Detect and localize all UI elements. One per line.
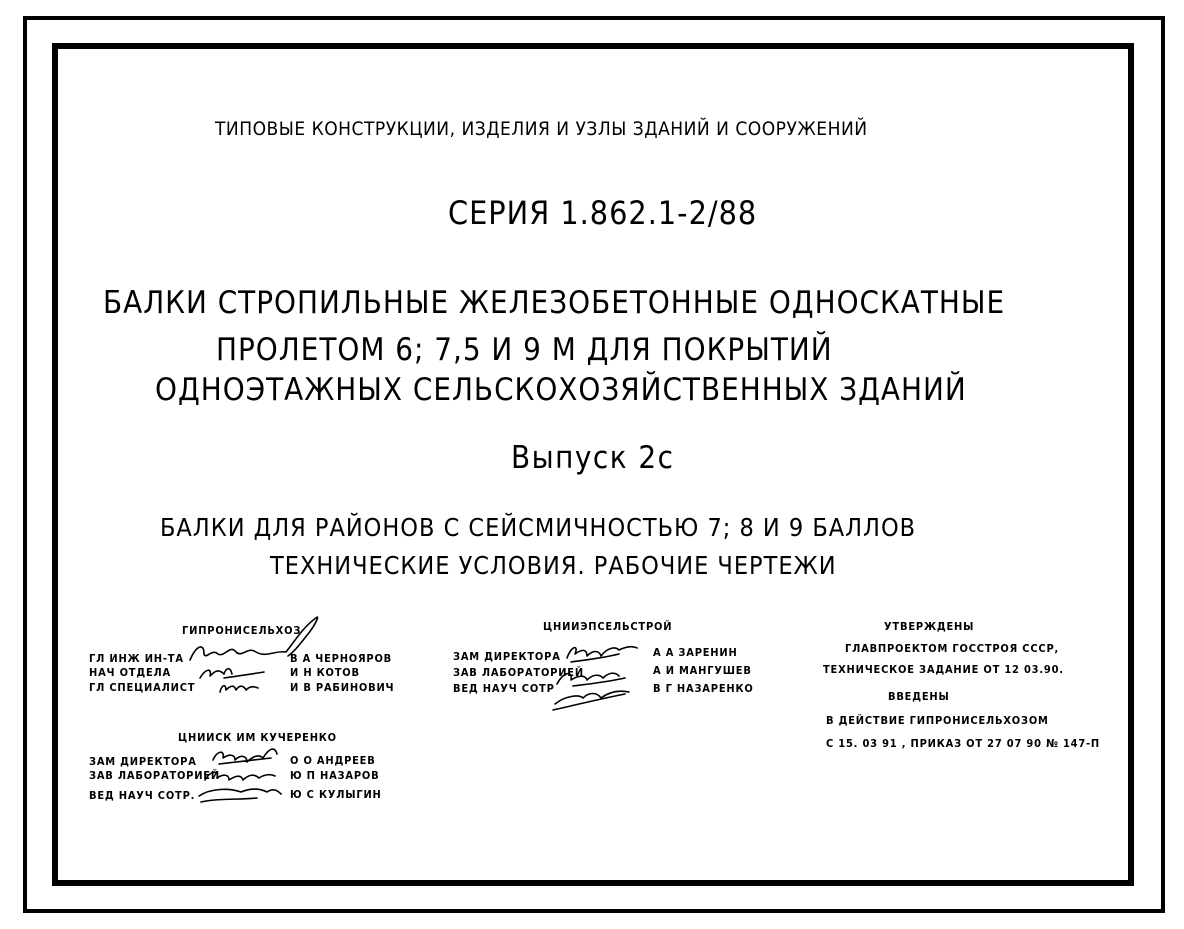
org3-role-1: ЗАМ ДИРЕКТОРА xyxy=(89,755,197,768)
org2-person-1: А А ЗАРЕНИН xyxy=(653,646,738,659)
approved-line-1: ГЛАВПРОЕКТОМ ГОССТРОЯ СССР, xyxy=(845,642,1060,655)
series-number: СЕРИЯ 1.862.1-2/88 xyxy=(448,194,758,232)
org1-role-2: НАЧ ОТДЕЛА xyxy=(89,666,171,679)
introduced-line-1: В ДЕЙСТВИЕ ГИПРОНИСЕЛЬХОЗОМ xyxy=(826,714,1049,727)
org3-role-2: ЗАВ ЛАБОРАТОРИЕЙ xyxy=(89,769,220,782)
subtitle-line-1: БАЛКИ ДЛЯ РАЙОНОВ С СЕЙСМИЧНОСТЬЮ 7; 8 И 9 БАЛЛОВ xyxy=(160,513,917,542)
org3-person-3: Ю С КУЛЫГИН xyxy=(290,788,382,801)
org3-person-2: Ю П НАЗАРОВ xyxy=(290,769,380,782)
introduced-label: ВВЕДЕНЫ xyxy=(888,690,950,703)
title-line-3: ОДНОЭТАЖНЫХ СЕЛЬСКОХОЗЯЙСТВЕННЫХ ЗДАНИЙ xyxy=(155,372,967,408)
org2-name: ЦНИИЭПСЕЛЬСТРОЙ xyxy=(543,620,673,633)
org3-role-3: ВЕД НАУЧ СОТР. xyxy=(89,789,196,802)
issue-number: Выпуск 2с xyxy=(511,440,675,476)
org3-name: ЦНИИСК ИМ КУЧЕРЕНКО xyxy=(178,731,337,744)
org1-role-3: ГЛ СПЕЦИАЛИСТ xyxy=(89,681,196,694)
approved-label: УТВЕРЖДЕНЫ xyxy=(884,620,975,633)
org1-person-1: В А ЧЕРНОЯРОВ xyxy=(290,652,393,665)
org2-person-3: В Г НАЗАРЕНКО xyxy=(653,682,754,695)
title-line-1: БАЛКИ СТРОПИЛЬНЫЕ ЖЕЛЕЗОБЕТОННЫЕ ОДНОСКАТНЫЕ xyxy=(103,285,1006,321)
title-line-2: ПРОЛЕТОМ 6; 7,5 И 9 М ДЛЯ ПОКРЫТИЙ xyxy=(216,332,833,368)
org3-person-1: О О АНДРЕЕВ xyxy=(290,754,376,767)
org2-person-2: А И МАНГУШЕВ xyxy=(653,664,752,677)
org2-role-2: ЗАВ ЛАБОРАТОРИЕЙ xyxy=(453,666,584,679)
org3-signatures xyxy=(195,740,295,808)
approved-line-2: ТЕХНИЧЕСКОЕ ЗАДАНИЕ ОТ 12 03.90. xyxy=(823,663,1064,676)
series-header: ТИПОВЫЕ КОНСТРУКЦИИ, ИЗДЕЛИЯ И УЗЛЫ ЗДАНИЙ И СООРУЖЕНИЙ xyxy=(215,118,868,140)
org1-person-3: И В РАБИНОВИЧ xyxy=(290,681,395,694)
org1-name: ГИПРОНИСЕЛЬХОЗ xyxy=(182,624,302,637)
org2-signatures xyxy=(545,636,657,716)
org1-person-2: И Н КОТОВ xyxy=(290,666,360,679)
org1-signatures xyxy=(182,612,332,697)
org2-role-1: ЗАМ ДИРЕКТОРА xyxy=(453,650,561,663)
org2-role-3: ВЕД НАУЧ СОТР xyxy=(453,682,555,695)
subtitle-line-2: ТЕХНИЧЕСКИЕ УСЛОВИЯ. РАБОЧИЕ ЧЕРТЕЖИ xyxy=(270,551,837,580)
org1-role-1: ГЛ ИНЖ ИН-ТА xyxy=(89,652,184,665)
introduced-line-2: С 15. 03 91 , ПРИКАЗ ОТ 27 07 90 № 147-П xyxy=(826,737,1100,750)
